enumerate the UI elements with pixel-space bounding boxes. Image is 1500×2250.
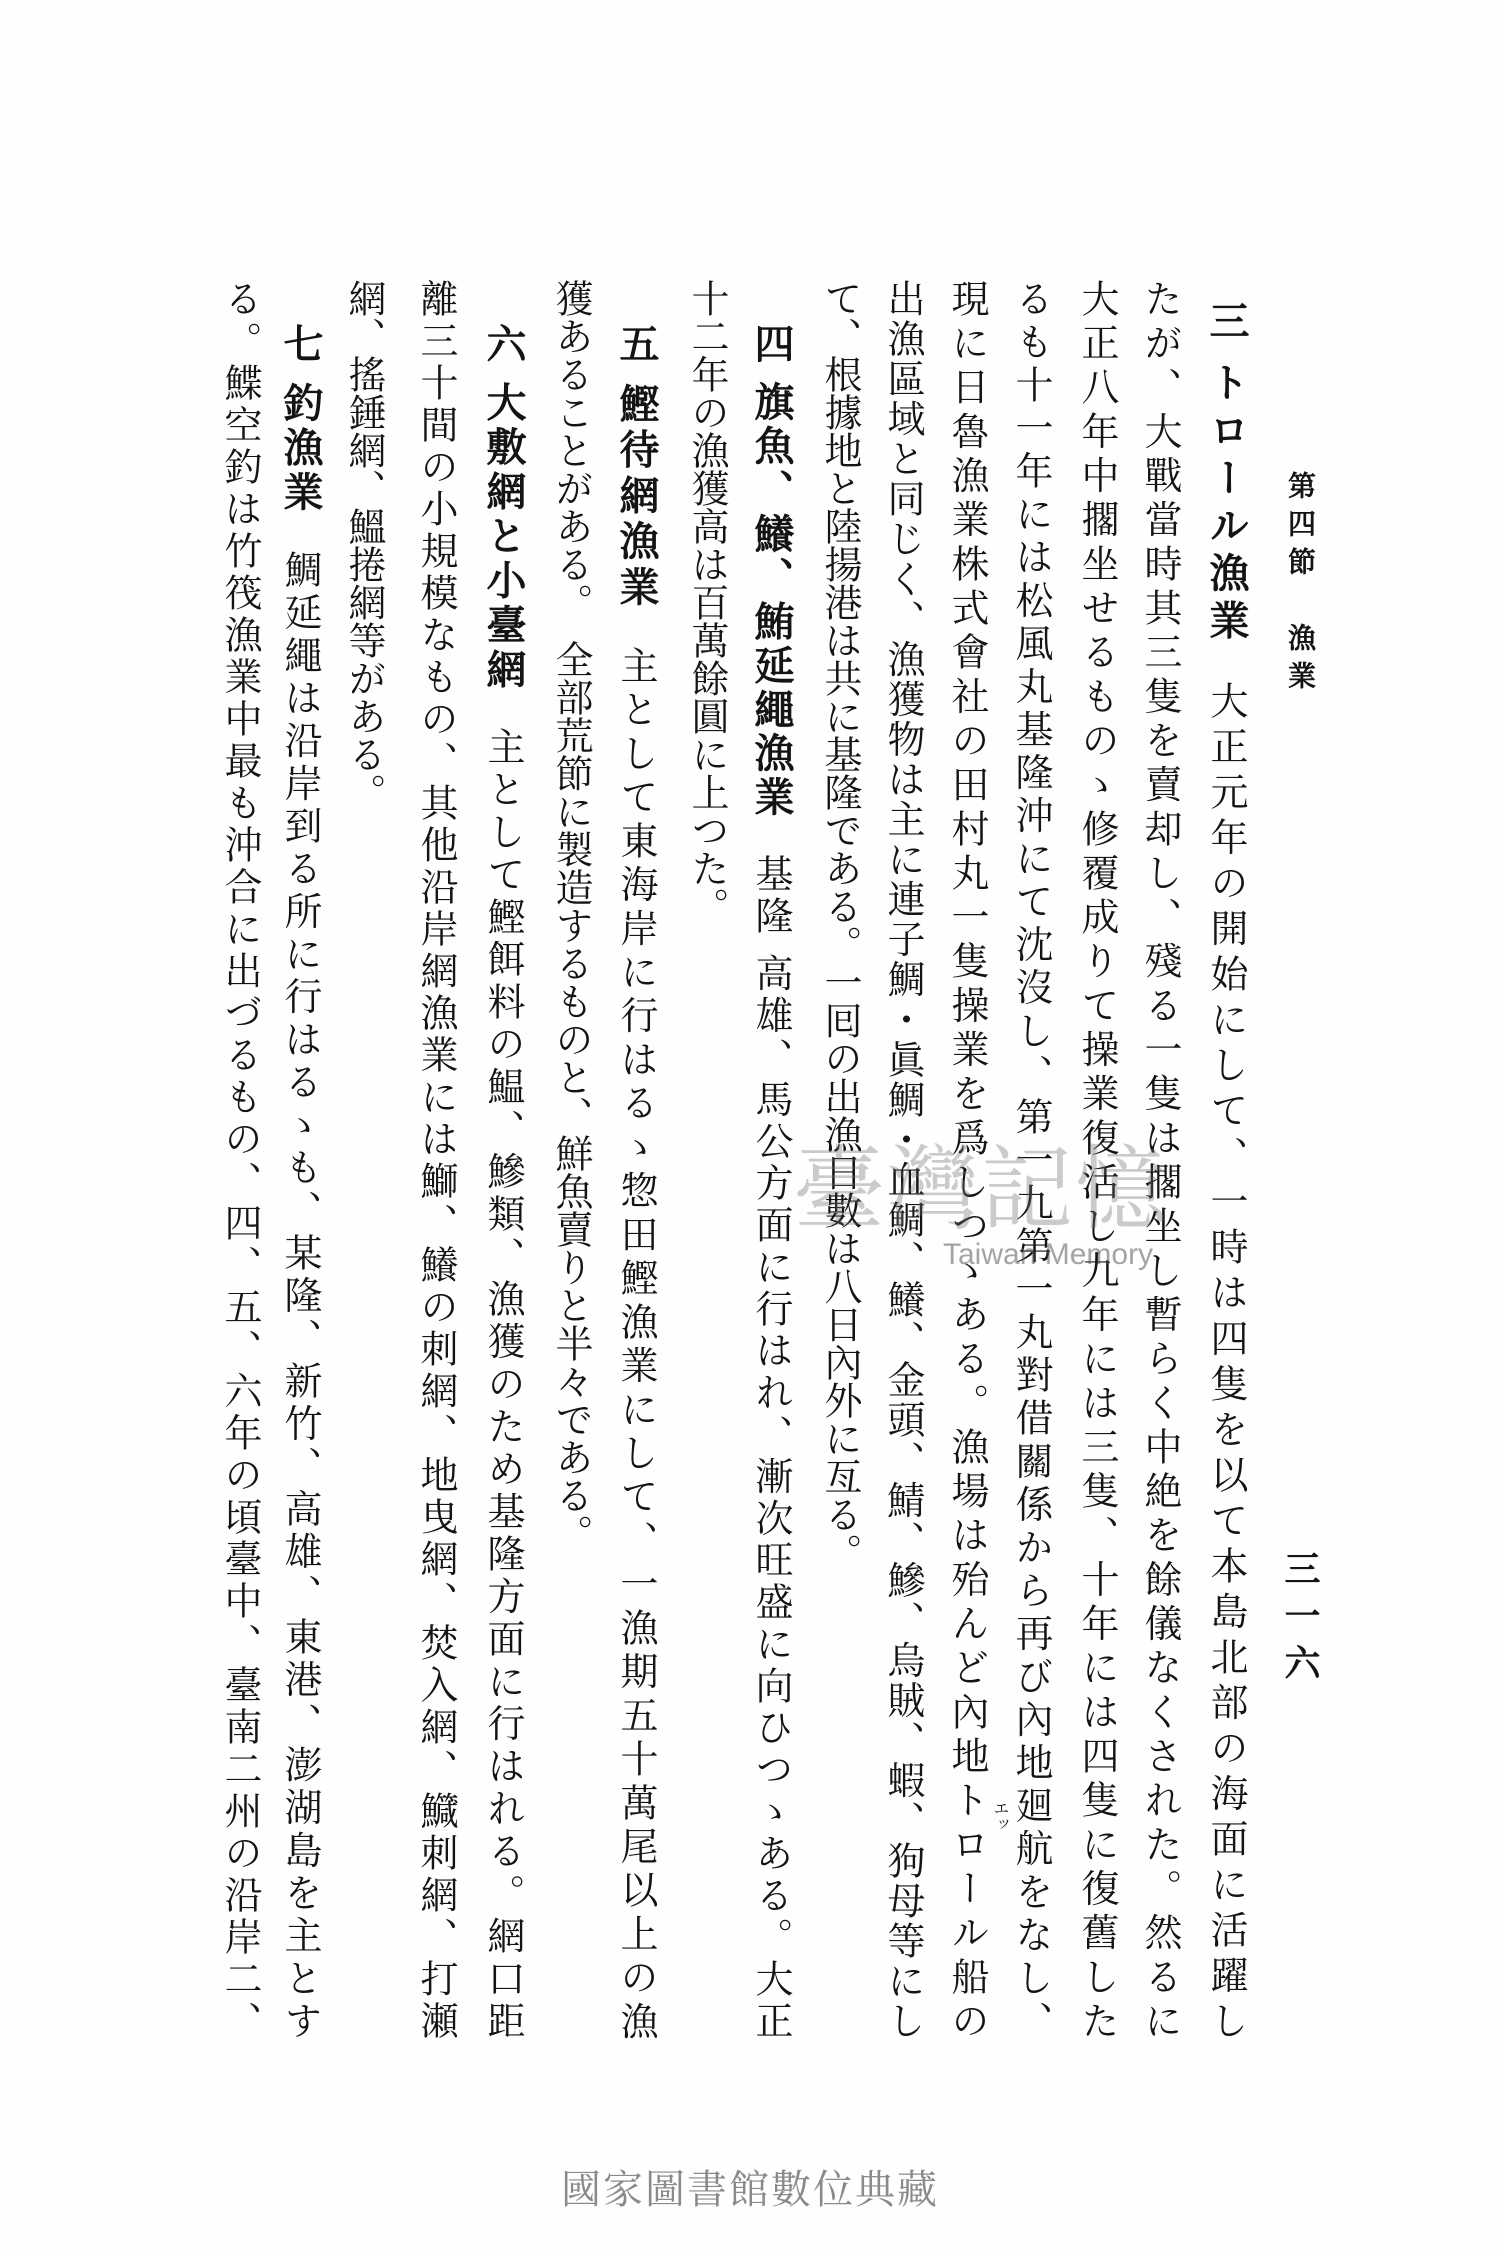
text-column-14 — [342, 279, 386, 2039]
text-column-9 — [685, 279, 729, 2039]
text-column-16 — [218, 279, 262, 2039]
column-text: 鯛延繩は沿岸到る所に行はるゝも、某隆、新竹、高雄、東港、澎湖島を主とす — [278, 549, 322, 2040]
section-heading: 大敷網と小臺網 — [480, 381, 527, 693]
text-column-15 — [278, 323, 322, 2039]
section-number: 六 — [480, 323, 527, 368]
watermark-logo-text: 臺灣記憶 — [793, 1136, 1170, 1243]
ruby-annotation: エッ — [991, 1800, 1010, 1832]
text-column-4 — [1009, 279, 1053, 2039]
text-column-8 — [749, 323, 793, 2039]
column-text: 主として東海岸に行はるゝ惣田鰹漁業にして、一漁期五十萬尾以上の漁 — [614, 645, 658, 2040]
column-text: 離三十間の小規模なもの、其他沿岸網漁業には鰤、鱶の刺網、地曳網、焚入網、鱵刺網、打瀬 — [414, 279, 458, 2039]
column-text: 出漁區域と同じく、漁獲物は主に連子鯛・眞鯛・血鯛、鱶、金頭、鯖、鰺、烏賊、蝦、狗母等にし — [881, 279, 925, 2039]
text-column-6 — [881, 279, 925, 2039]
text-column-13 — [414, 279, 458, 2039]
archive-credit: 國家圖書館數位典藏 — [561, 2167, 939, 2213]
text-column-1 — [1204, 300, 1248, 2039]
column-text: 網、搖錘網、鰮捲網等がある。 — [342, 279, 386, 811]
section-heading: トロール漁業 — [1203, 361, 1250, 647]
section-heading: 鰹待網漁業 — [613, 382, 660, 612]
column-text: 大正八年中擱坐せるものゝ修覆成りて操業復活し九年には三隻、十年には四隻に復舊した — [1075, 279, 1119, 2039]
text-column-12 — [481, 323, 525, 2039]
watermark-logo-subtext: Taiwan Memory — [943, 1238, 1154, 1271]
running-head-section-title: 第四節 漁業 — [1284, 471, 1317, 699]
column-text: 獲あることがある。 全部荒節に製造するものと、鮮魚賣りと半々である。 — [549, 279, 593, 1552]
section-number: 七 — [277, 323, 324, 368]
section-heading: 釣漁業 — [277, 381, 324, 516]
column-text: て、根據地と陸揚港は共に基隆である。一囘の出漁日數は八日內外に亙る。 — [818, 279, 862, 1571]
column-text: 現に日魯漁業株式會社の田村丸一隻操業を爲しつゝある。漁場は殆んど內地トロール船の — [945, 279, 989, 2039]
section-number: 四 — [748, 323, 795, 367]
section-number: 三 — [1203, 300, 1250, 348]
text-column-5 — [945, 279, 989, 2039]
text-column-2 — [1138, 279, 1182, 2039]
text-column-7 — [818, 279, 862, 2039]
section-number: 五 — [613, 323, 660, 369]
column-text: るも十一年には松風丸基隆沖にて沈沒し、第一九第一丸對借關係から再び內地廻航をなし、 — [1009, 279, 1053, 2039]
text-column-10 — [614, 323, 658, 2039]
column-text: 基隆 高雄、馬公方面に行はれ、漸次旺盛に向ひつゝある。大正 — [749, 853, 793, 2039]
column-text: 大正元年の開始にして、一時は四隻を以て本島北部の海面に活躍し — [1204, 680, 1248, 2040]
column-text: たが、大戰當時其三隻を賣却し、殘る一隻は擱坐し暫らく中絶を餘儀なくされた。然るに — [1138, 279, 1182, 2039]
text-column-3 — [1075, 279, 1119, 2039]
text-column-11 — [549, 279, 593, 2039]
page-number: 三一六 — [1279, 1550, 1321, 1691]
column-text: 十二年の漁獲高は百萬餘圓に上つた。 — [685, 279, 729, 925]
column-text: 主として鰹餌料の鰛、鰺類、漁獲のため基隆方面に行はれる。網口距 — [481, 726, 525, 2039]
section-heading: 旗魚、鱶、鮪延繩漁業 — [748, 380, 795, 820]
column-text: る。鰈空釣は竹筏漁業中最も沖合に出づるもの、四、五、六年の頃臺中、臺南二州の沿岸二、 — [218, 279, 262, 2039]
